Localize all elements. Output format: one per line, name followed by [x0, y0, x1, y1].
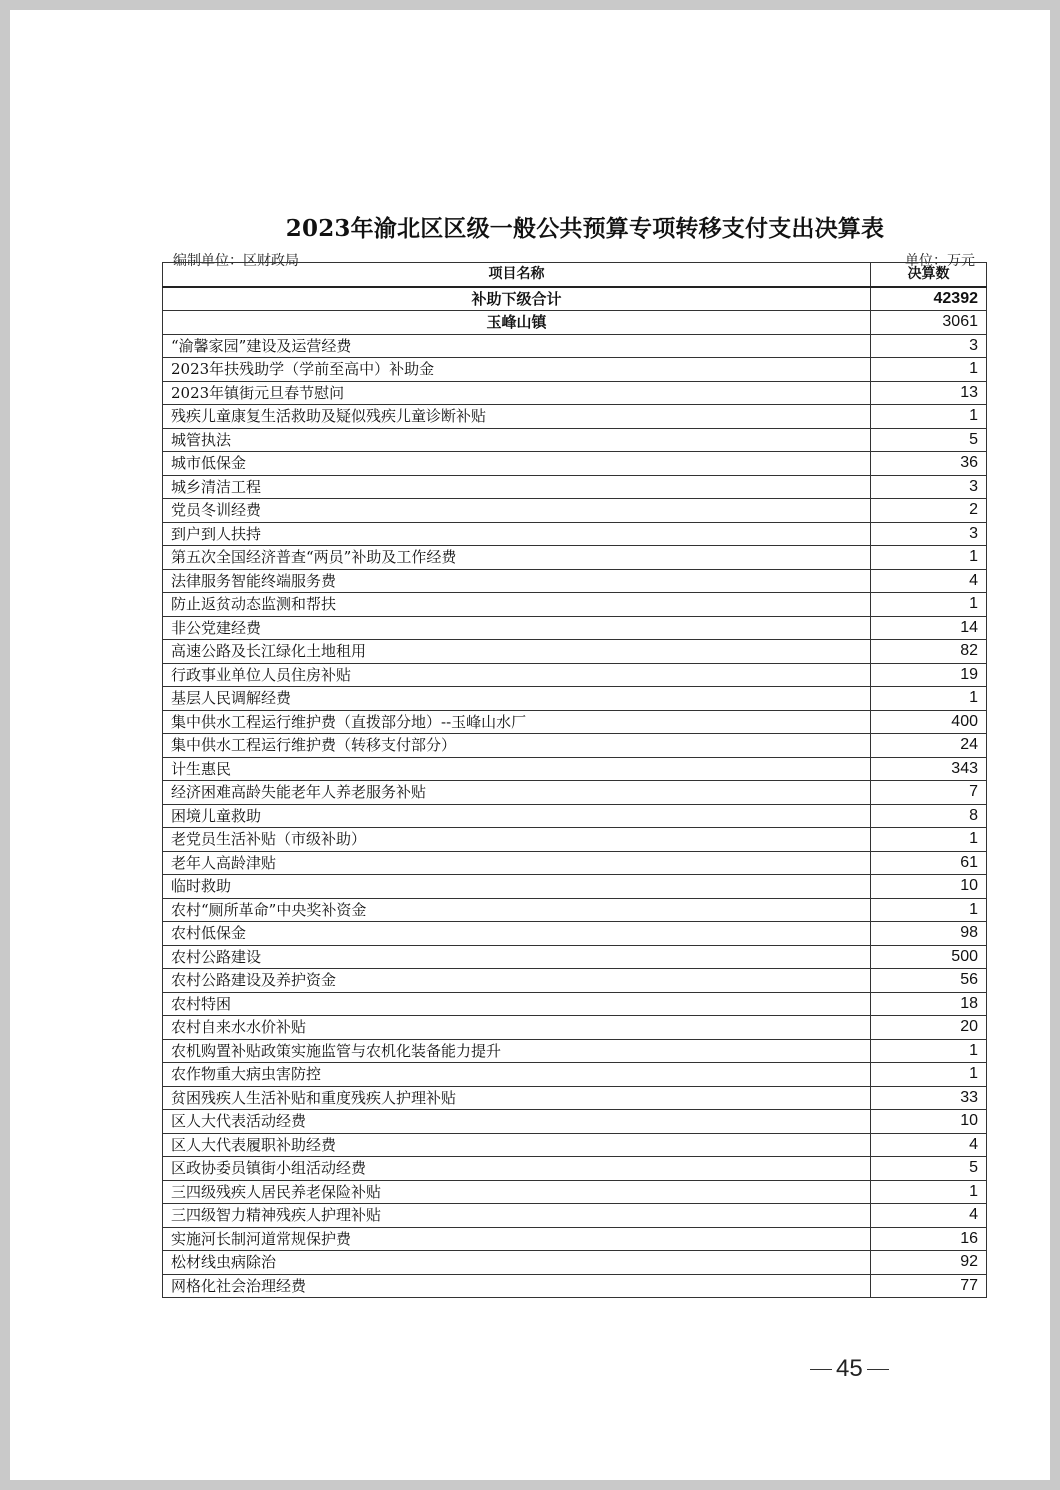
item-name: 城乡清洁工程: [163, 475, 871, 499]
item-name: 农村公路建设及养护资金: [163, 969, 871, 993]
item-amount: 400: [871, 710, 987, 734]
table-row: [163, 358, 987, 382]
item-amount: 500: [871, 945, 987, 969]
table-row: [163, 663, 987, 687]
item-name: 老党员生活补贴（市级补助）: [163, 828, 871, 852]
document-page: [10, 10, 1050, 1480]
compiler-label: 编制单位：区财政局: [173, 253, 299, 269]
item-amount: 24: [871, 734, 987, 758]
table-row: [163, 992, 987, 1016]
table-row: [163, 475, 987, 499]
item-name: 农作物重大病虫害防控: [163, 1063, 871, 1087]
table-row: [163, 1180, 987, 1204]
item-name: 区人大代表履职补助经费: [163, 1133, 871, 1157]
item-name: 法律服务智能终端服务费: [163, 569, 871, 593]
item-name: 非公党建经费: [163, 616, 871, 640]
item-amount: 1: [871, 687, 987, 711]
table-row: [163, 945, 987, 969]
subtotal-name: 玉峰山镇: [163, 311, 871, 335]
table-row: [163, 1016, 987, 1040]
item-name: 困境儿童救助: [163, 804, 871, 828]
table-header-row: [163, 263, 987, 287]
item-amount: 343: [871, 757, 987, 781]
table-row: [163, 405, 987, 429]
item-amount: 3: [871, 334, 987, 358]
table-row: [163, 922, 987, 946]
item-amount: 19: [871, 663, 987, 687]
item-amount: 10: [871, 1110, 987, 1134]
item-amount: 4: [871, 1133, 987, 1157]
item-name: 区人大代表活动经费: [163, 1110, 871, 1134]
item-amount: 56: [871, 969, 987, 993]
item-name: 城市低保金: [163, 452, 871, 476]
item-name: 农村特困: [163, 992, 871, 1016]
item-name: 经济困难高龄失能老年人养老服务补贴: [163, 781, 871, 805]
item-name: 农机购置补贴政策实施监管与农机化装备能力提升: [163, 1039, 871, 1063]
item-amount: 14: [871, 616, 987, 640]
table-row: [163, 1133, 987, 1157]
item-name: “渝馨家园”建设及运营经费: [163, 334, 871, 358]
table-row: [163, 1157, 987, 1181]
item-amount: 33: [871, 1086, 987, 1110]
table-row: [163, 569, 987, 593]
item-name: 三四级智力精神残疾人护理补贴: [163, 1204, 871, 1228]
item-name: 残疾儿童康复生活救助及疑似残疾儿童诊断补贴: [163, 405, 871, 429]
header-item-name: 项目名称: [163, 263, 871, 287]
item-name: 农村公路建设: [163, 945, 871, 969]
table-row: [163, 969, 987, 993]
page-number-dash-left: [810, 1369, 832, 1370]
item-amount: 1: [871, 1180, 987, 1204]
table-row: [163, 687, 987, 711]
item-amount: 20: [871, 1016, 987, 1040]
item-amount: 1: [871, 405, 987, 429]
table-row: [163, 334, 987, 358]
table-row: [163, 781, 987, 805]
table-row: [163, 546, 987, 570]
item-amount: 16: [871, 1227, 987, 1251]
item-amount: 2: [871, 499, 987, 523]
table-row: [163, 1227, 987, 1251]
table-row: [163, 616, 987, 640]
table-row: [163, 734, 987, 758]
item-amount: 92: [871, 1251, 987, 1275]
table-row: [163, 828, 987, 852]
item-name: 党员冬训经费: [163, 499, 871, 523]
item-name: 农村低保金: [163, 922, 871, 946]
subtotal-amount: 3061: [871, 311, 987, 335]
item-amount: 1: [871, 1039, 987, 1063]
item-amount: 1: [871, 546, 987, 570]
item-amount: 8: [871, 804, 987, 828]
item-name: 到户到人扶持: [163, 522, 871, 546]
header-amount: 决算数: [871, 263, 987, 287]
table-row: [163, 640, 987, 664]
item-amount: 4: [871, 1204, 987, 1228]
item-amount: 1: [871, 593, 987, 617]
item-amount: 36: [871, 452, 987, 476]
document-title: 2023年渝北区区级一般公共预算专项转移支付支出决算表: [285, 215, 885, 242]
total-amount: 42392: [871, 287, 987, 311]
item-amount: 5: [871, 1157, 987, 1181]
item-name: 2023年扶残助学（学前至高中）补助金: [163, 358, 871, 382]
item-name: 三四级残疾人居民养老保险补贴: [163, 1180, 871, 1204]
item-amount: 3: [871, 522, 987, 546]
item-amount: 77: [871, 1274, 987, 1298]
item-amount: 5: [871, 428, 987, 452]
table-row: [163, 1251, 987, 1275]
table-row: [163, 1063, 987, 1087]
item-amount: 61: [871, 851, 987, 875]
item-amount: 1: [871, 828, 987, 852]
item-amount: 98: [871, 922, 987, 946]
item-name: 集中供水工程运行维护费（直拨部分地）--玉峰山水厂: [163, 710, 871, 734]
item-name: 临时救助: [163, 875, 871, 899]
table-row: [163, 1204, 987, 1228]
table-row: [163, 875, 987, 899]
total-row: [163, 287, 987, 311]
table-row: [163, 1039, 987, 1063]
item-name: 老年人高龄津贴: [163, 851, 871, 875]
item-amount: 18: [871, 992, 987, 1016]
table-row: [163, 452, 987, 476]
table-row: [163, 522, 987, 546]
table-row: [163, 1110, 987, 1134]
table-row: [163, 381, 987, 405]
item-amount: 4: [871, 569, 987, 593]
item-name: 行政事业单位人员住房补贴: [163, 663, 871, 687]
subtotal-row: [163, 311, 987, 335]
item-name: 农村“厕所革命”中央奖补资金: [163, 898, 871, 922]
table-row: [163, 804, 987, 828]
item-name: 网格化社会治理经费: [163, 1274, 871, 1298]
table-row: [163, 593, 987, 617]
budget-table: [162, 262, 987, 1298]
item-name: 2023年镇街元旦春节慰问: [163, 381, 871, 405]
item-name: 第五次全国经济普查“两员”补助及工作经费: [163, 546, 871, 570]
item-amount: 1: [871, 358, 987, 382]
item-amount: 10: [871, 875, 987, 899]
table-row: [163, 757, 987, 781]
item-name: 基层人民调解经费: [163, 687, 871, 711]
total-name: 补助下级合计: [163, 287, 871, 311]
page-number: [810, 1355, 889, 1383]
item-name: 计生惠民: [163, 757, 871, 781]
table-row: [163, 1086, 987, 1110]
item-amount: 1: [871, 1063, 987, 1087]
table-row: [163, 898, 987, 922]
page-number-value: 45: [836, 1355, 863, 1382]
item-name: 贫困残疾人生活补贴和重度残疾人护理补贴: [163, 1086, 871, 1110]
item-name: 高速公路及长江绿化土地租用: [163, 640, 871, 664]
unit-label: 单位：万元: [905, 253, 975, 269]
item-name: 松材线虫病除治: [163, 1251, 871, 1275]
item-name: 城管执法: [163, 428, 871, 452]
item-amount: 13: [871, 381, 987, 405]
table-row: [163, 428, 987, 452]
table-row: [163, 851, 987, 875]
item-name: 防止返贫动态监测和帮扶: [163, 593, 871, 617]
item-name: 农村自来水水价补贴: [163, 1016, 871, 1040]
table-row: [163, 499, 987, 523]
item-name: 区政协委员镇街小组活动经费: [163, 1157, 871, 1181]
item-amount: 1: [871, 898, 987, 922]
item-name: 集中供水工程运行维护费（转移支付部分）: [163, 734, 871, 758]
page-number-dash-right: [867, 1369, 889, 1370]
item-name: 实施河长制河道常规保护费: [163, 1227, 871, 1251]
table-row: [163, 1274, 987, 1298]
table-row: [163, 710, 987, 734]
item-amount: 82: [871, 640, 987, 664]
item-amount: 3: [871, 475, 987, 499]
item-amount: 7: [871, 781, 987, 805]
